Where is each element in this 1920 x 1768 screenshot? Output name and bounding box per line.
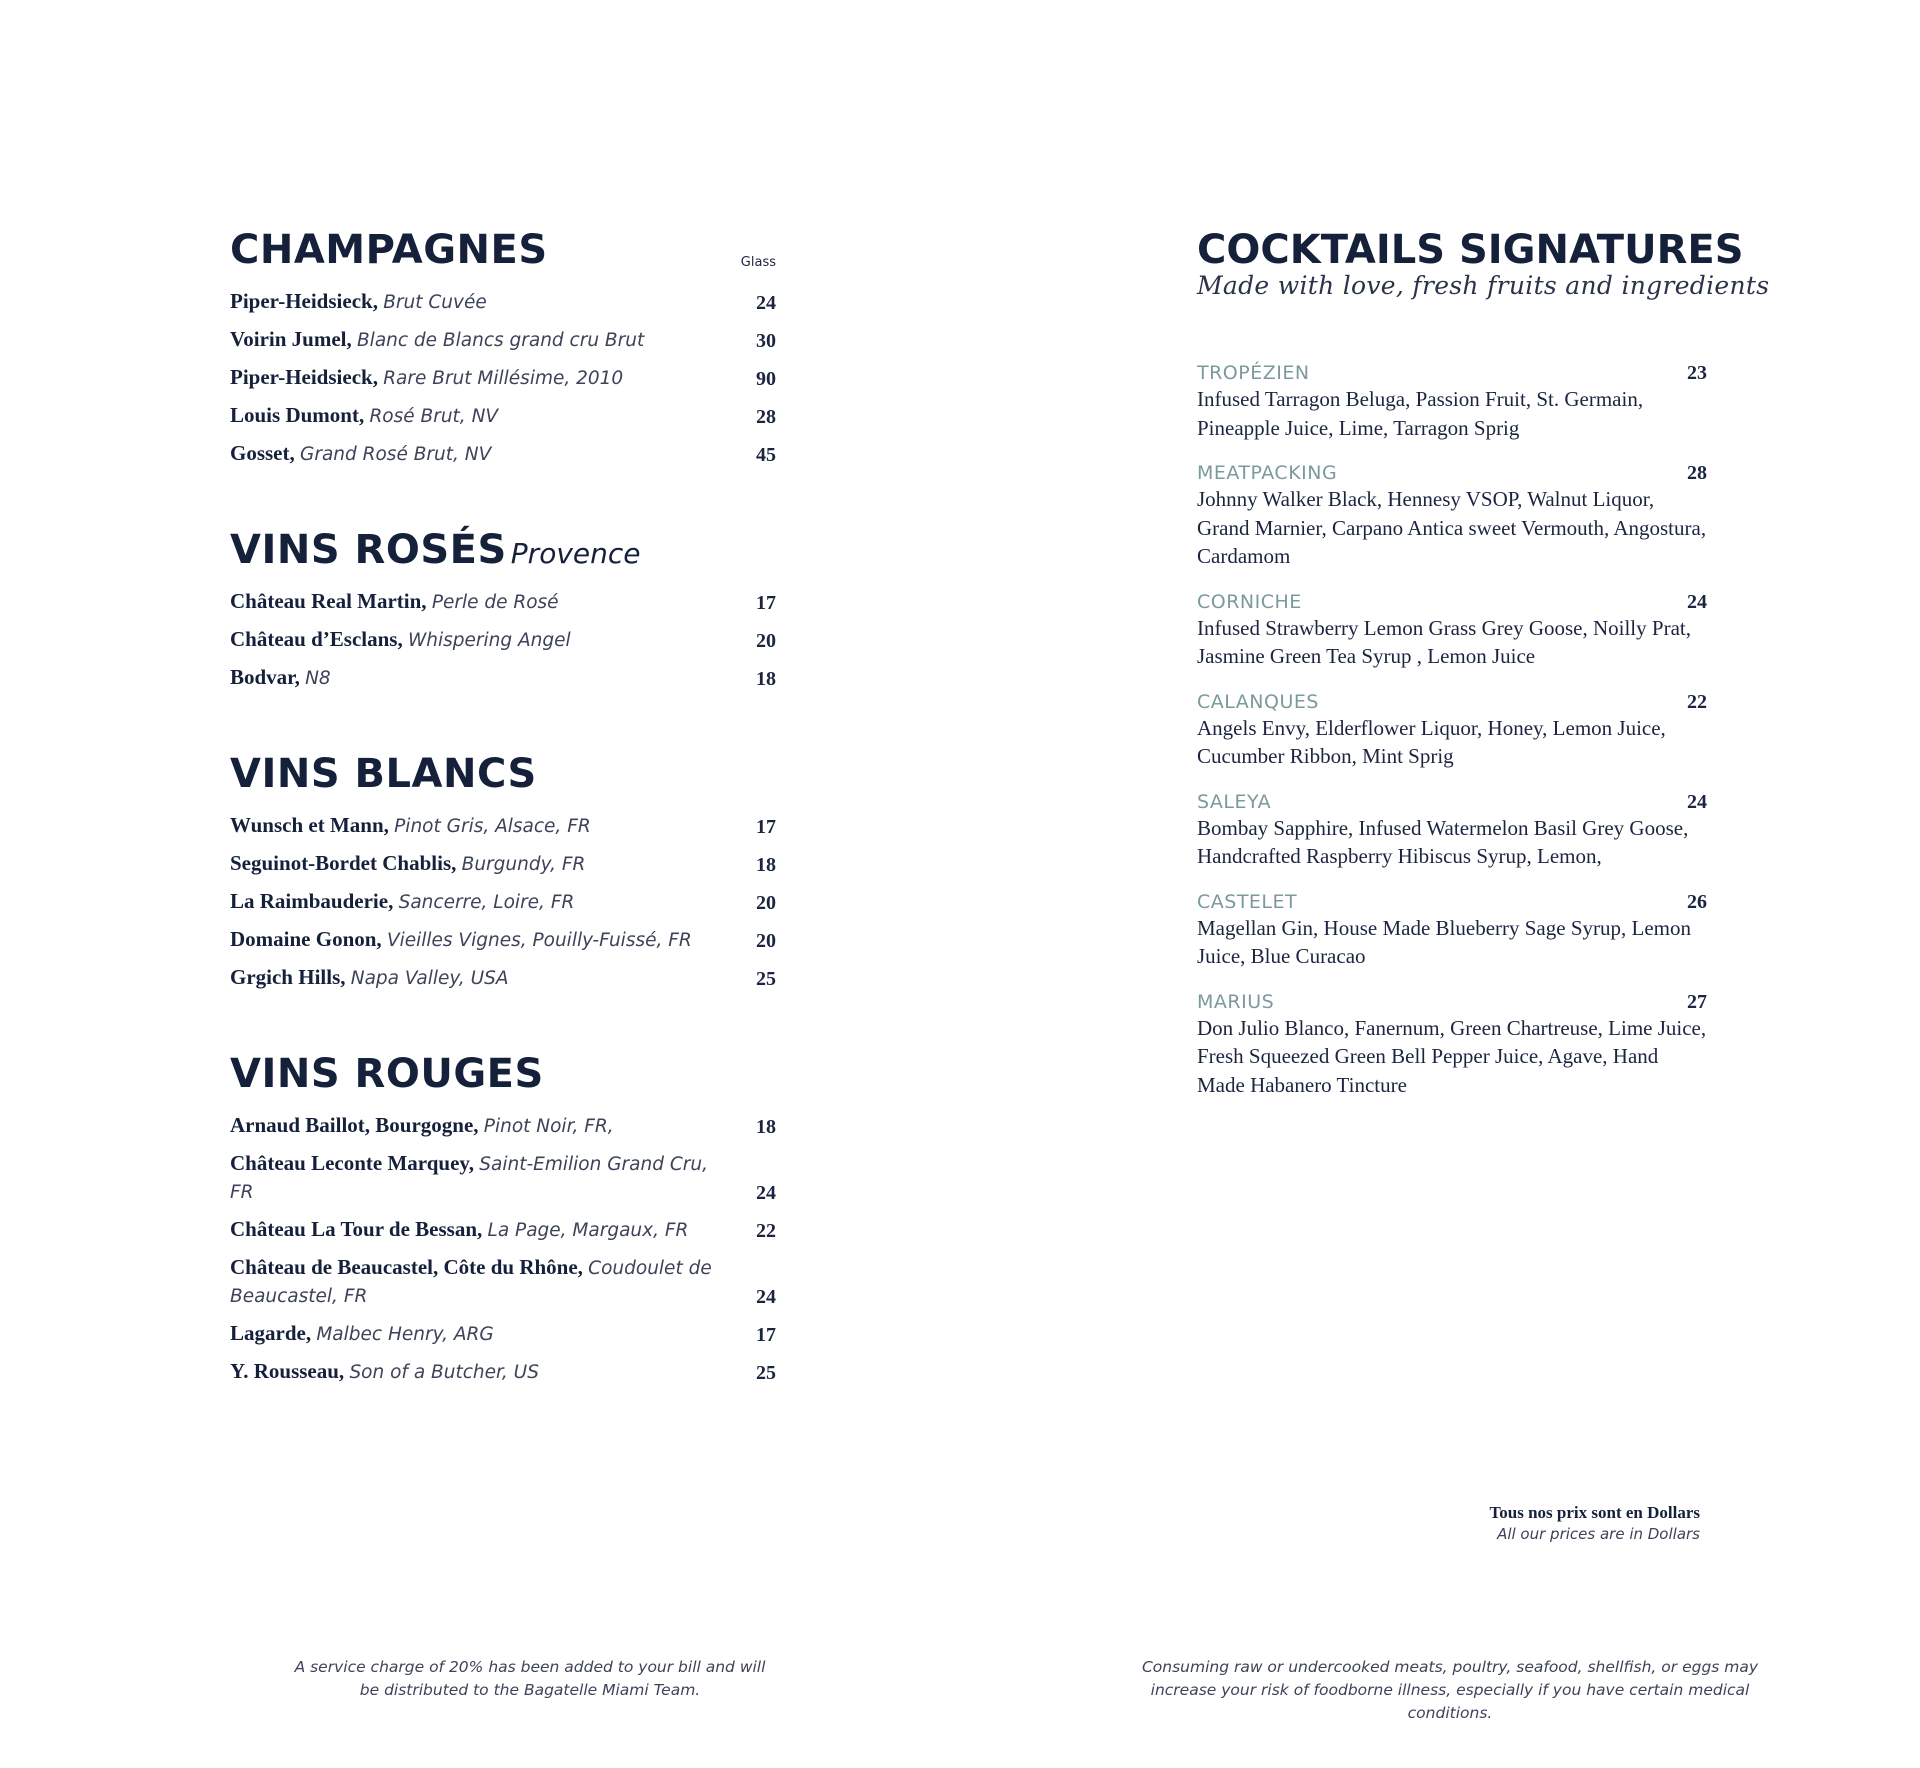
- cocktail-ingredients: Bombay Sapphire, Infused Watermelon Basil Grey Goose, Handcrafted Raspberry Hibiscus Syrup, Lemon,: [1197, 815, 1689, 868]
- wine-item: [230, 1211, 776, 1249]
- wine-item: [230, 1249, 776, 1315]
- cocktail-item: [1197, 462, 1707, 571]
- wine-item: [230, 1145, 776, 1211]
- wine-text: [230, 1150, 730, 1206]
- wine-section: [230, 225, 776, 473]
- cocktail-name: CORNICHE: [1197, 590, 1302, 613]
- wine-description: Napa Valley, USA: [350, 968, 509, 989]
- cocktails-column: [1197, 225, 1770, 1119]
- wine-description: Saint-Emilion Grand Cru, FR: [230, 1154, 708, 1203]
- wine-price: 45: [756, 444, 776, 466]
- cocktail-header: [1197, 791, 1707, 814]
- wine-section: [230, 525, 776, 697]
- wine-text: [230, 1358, 730, 1386]
- wine-name: Château La Tour de Bessan,: [230, 1217, 483, 1241]
- cocktail-header: [1197, 591, 1707, 614]
- cocktail-name: MARIUS: [1197, 990, 1275, 1013]
- wine-price: 18: [756, 668, 776, 690]
- wine-description: La Page, Margaux, FR: [487, 1220, 689, 1241]
- wine-item: [230, 845, 776, 883]
- wine-text: [230, 888, 730, 916]
- wine-name: Château de Beaucastel, Côte du Rhône,: [230, 1255, 583, 1279]
- wine-text: [230, 364, 730, 392]
- wine-name: Domaine Gonon,: [230, 927, 382, 951]
- cocktail-name: SALEYA: [1197, 790, 1272, 813]
- cocktail-price: 26: [1687, 890, 1707, 913]
- wine-description: Burgundy, FR: [461, 854, 586, 875]
- wine-description: N8: [305, 668, 331, 689]
- wine-price: 22: [756, 1220, 776, 1242]
- wine-name: Louis Dumont,: [230, 403, 365, 427]
- wine-name: Y. Rousseau,: [230, 1359, 345, 1383]
- wine-name: Arnaud Baillot, Bourgogne,: [230, 1113, 479, 1137]
- wine-price: 20: [756, 892, 776, 914]
- cocktail-header: [1197, 462, 1707, 485]
- cocktail-item: [1197, 362, 1707, 442]
- wine-item: [230, 883, 776, 921]
- wine-description: Pinot Noir, FR,: [483, 1116, 614, 1137]
- wine-text: [230, 964, 730, 992]
- wine-description: Pinot Gris, Alsace, FR: [394, 816, 591, 837]
- cocktail-price: 28: [1687, 462, 1707, 484]
- wine-price: 30: [756, 330, 776, 352]
- wine-text: [230, 1320, 730, 1348]
- wine-price: 17: [756, 1324, 776, 1346]
- prices-note-en: All our prices are in Dollars: [1497, 1525, 1700, 1543]
- wine-price: 25: [756, 1362, 776, 1384]
- cocktails-tagline: Made with love, fresh fruits and ingredients: [1197, 271, 1770, 300]
- cocktail-ingredients: Magellan Gin, House Made Blueberry Sage Syrup, Lemon Juice, Blue Curacao: [1197, 915, 1691, 968]
- wine-name: Voirin Jumel,: [230, 327, 352, 351]
- cocktail-ingredients: Don Julio Blanco, Fanernum, Green Chartreuse, Lime Juice, Fresh Squeezed Green Bell Pepper Juice, Agave, Hand Made Habanero Tincture: [1197, 1015, 1707, 1097]
- wine-price: 20: [756, 930, 776, 952]
- wine-text: [230, 440, 730, 468]
- wine-description: Sancerre, Loire, FR: [398, 892, 575, 913]
- glass-column-label: Glass: [740, 255, 776, 270]
- wine-item: [230, 321, 776, 359]
- cocktail-ingredients: Angels Envy, Elderflower Liquor, Honey, Lemon Juice, Cucumber Ribbon, Mint Sprig: [1197, 715, 1666, 768]
- wine-description: Coudoulet de Beaucastel, FR: [230, 1258, 712, 1307]
- wine-price: 17: [756, 816, 776, 838]
- wine-item: [230, 959, 776, 997]
- section-title-text: CHAMPAGNES: [230, 227, 548, 273]
- wine-name: Piper-Heidsieck,: [230, 289, 378, 313]
- cocktail-ingredients: Infused Tarragon Beluga, Passion Fruit, St. Germain, Pineapple Juice, Lime, Tarragon Sprig: [1197, 387, 1644, 440]
- wine-text: [230, 1254, 730, 1310]
- wine-price: 18: [756, 1116, 776, 1138]
- cocktails-title: COCKTAILS SIGNATURES: [1197, 227, 1744, 273]
- section-subtitle: Provence: [510, 537, 641, 570]
- wine-text: [230, 1216, 730, 1244]
- wine-item: [230, 283, 776, 321]
- cocktail-header: [1197, 362, 1707, 385]
- wine-price: 17: [756, 592, 776, 614]
- wine-name: Château d’Esclans,: [230, 627, 403, 651]
- wine-name: Château Leconte Marquey,: [230, 1151, 475, 1175]
- wine-item: [230, 1353, 776, 1391]
- wine-name: Bodvar,: [230, 665, 300, 689]
- wine-price: 28: [756, 406, 776, 428]
- wine-price: 25: [756, 968, 776, 990]
- cocktail-item: [1197, 791, 1707, 871]
- section-header: [230, 525, 776, 575]
- wine-item: [230, 1315, 776, 1353]
- wine-description: Brut Cuvée: [383, 292, 487, 313]
- wine-description: Son of a Butcher, US: [349, 1362, 539, 1383]
- section-title: [230, 1051, 544, 1097]
- wine-item: [230, 359, 776, 397]
- wine-item: [230, 583, 776, 621]
- wine-name: Piper-Heidsieck,: [230, 365, 378, 389]
- cocktail-item: [1197, 591, 1707, 671]
- cocktail-header: [1197, 691, 1707, 714]
- wine-price: 20: [756, 630, 776, 652]
- wine-text: [230, 812, 730, 840]
- wine-section: [230, 749, 776, 997]
- wine-name: Lagarde,: [230, 1321, 312, 1345]
- section-title: [230, 227, 548, 273]
- wine-description: Rare Brut Millésime, 2010: [383, 368, 624, 389]
- wine-item: [230, 921, 776, 959]
- section-title-text: VINS ROUGES: [230, 1051, 544, 1097]
- wine-text: [230, 1112, 730, 1140]
- cocktail-name: CALANQUES: [1197, 690, 1319, 713]
- wine-description: Rosé Brut, NV: [369, 406, 499, 427]
- wine-name: Château Real Martin,: [230, 589, 427, 613]
- service-charge-note: A service charge of 20% has been added to your bill and will be distributed to the Bagatelle Miami Team.: [294, 1658, 766, 1699]
- wine-price: 18: [756, 854, 776, 876]
- wine-price: 24: [756, 292, 776, 314]
- cocktail-header: [1197, 891, 1707, 914]
- wine-text: [230, 626, 730, 654]
- cocktail-price: 27: [1687, 990, 1707, 1013]
- wine-text: [230, 850, 730, 878]
- wine-item: [230, 659, 776, 697]
- wine-price: 24: [756, 1286, 776, 1308]
- cocktail-name: MEATPACKING: [1197, 462, 1338, 484]
- cocktail-price: 23: [1687, 362, 1707, 384]
- wine-description: Grand Rosé Brut, NV: [300, 444, 492, 465]
- wine-price: 24: [756, 1182, 776, 1204]
- cocktail-name: TROPÉZIEN: [1197, 362, 1310, 384]
- section-header: [230, 749, 776, 799]
- wine-text: [230, 402, 730, 430]
- wine-price: 90: [756, 368, 776, 390]
- wine-description: Vieilles Vignes, Pouilly-Fuissé, FR: [386, 930, 692, 951]
- wine-text: [230, 588, 730, 616]
- wine-text: [230, 326, 730, 354]
- cocktail-list: [1197, 362, 1707, 1099]
- wine-item: [230, 1107, 776, 1145]
- wine-name: Wunsch et Mann,: [230, 813, 389, 837]
- wine-name: Gosset,: [230, 441, 295, 465]
- wine-item: [230, 435, 776, 473]
- section-title-text: VINS ROSÉS: [230, 527, 507, 573]
- cocktail-price: 24: [1687, 590, 1707, 613]
- wine-name: Grgich Hills,: [230, 965, 346, 989]
- wine-name: La Raimbauderie,: [230, 889, 394, 913]
- cocktail-item: [1197, 991, 1707, 1100]
- prices-note-fr: Tous nos prix sont en Dollars: [1489, 1503, 1700, 1522]
- wine-list-column: [230, 225, 776, 1443]
- cocktail-name: CASTELET: [1197, 890, 1298, 913]
- prices-note: [1489, 1503, 1700, 1543]
- cocktail-ingredients: Johnny Walker Black, Hennesy VSOP, Walnut Liquor, Grand Marnier, Carpano Antica sweet Vermouth, Angostura, Cardamom: [1197, 487, 1707, 568]
- section-header: [230, 225, 776, 275]
- cocktail-price: 22: [1687, 690, 1707, 713]
- wine-description: Malbec Henry, ARG: [316, 1324, 494, 1345]
- cocktail-ingredients: Infused Strawberry Lemon Grass Grey Goose, Noilly Prat, Jasmine Green Tea Syrup , Lemon Juice: [1197, 615, 1691, 668]
- wine-description: Perle de Rosé: [431, 592, 559, 613]
- cocktail-item: [1197, 691, 1707, 771]
- wine-item: [230, 807, 776, 845]
- wine-text: [230, 288, 730, 316]
- cocktail-item: [1197, 891, 1707, 971]
- section-title: [230, 751, 537, 797]
- section-header: [230, 1049, 776, 1099]
- wine-item: [230, 397, 776, 435]
- wine-section: [230, 1049, 776, 1391]
- cocktail-price: 24: [1687, 790, 1707, 813]
- cocktail-header: [1197, 991, 1707, 1014]
- wine-text: [230, 664, 730, 692]
- wine-description: Whispering Angel: [407, 630, 571, 651]
- wine-text: [230, 926, 730, 954]
- wine-item: [230, 621, 776, 659]
- health-warning-note: Consuming raw or undercooked meats, poultry, seafood, shellfish, or eggs may increase your risk of foodborne illness, especially if you have certain medical conditions.: [1141, 1658, 1759, 1722]
- section-title-text: VINS BLANCS: [230, 751, 537, 797]
- wine-name: Seguinot-Bordet Chablis,: [230, 851, 457, 875]
- wine-description: Blanc de Blancs grand cru Brut: [356, 330, 645, 351]
- section-title: [230, 527, 641, 573]
